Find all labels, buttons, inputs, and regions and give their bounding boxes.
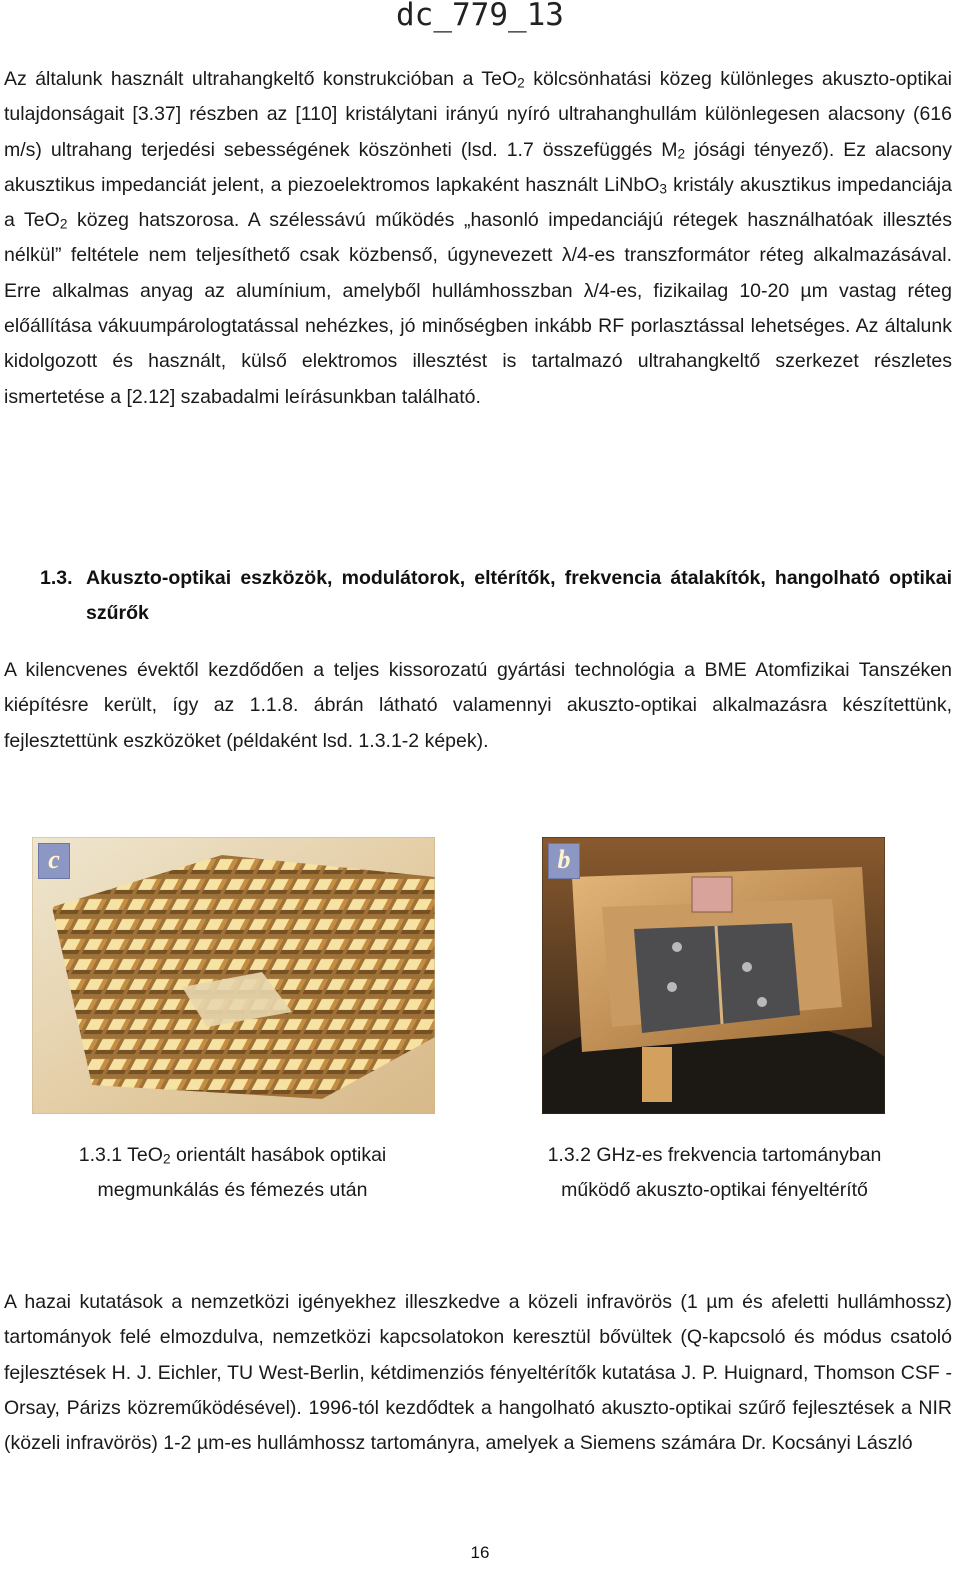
deflector-illustration [542, 837, 885, 1114]
section-heading [40, 561, 952, 631]
prism-array-illustration [32, 837, 435, 1114]
figure-badge-c: c [38, 843, 70, 879]
figure-teo2-prisms-photo [32, 837, 435, 1114]
document-id-header: dc_779_13 [396, 0, 564, 33]
section-title: Akuszto-optikai eszközök, modulátorok, eltérítők, frekvencia átalakítók, hangolható optikai szűrők [86, 567, 952, 624]
figure-badge-b: b [548, 843, 580, 879]
body-paragraph-3: A hazai kutatások a nemzetközi igényekhez illeszkedve a közeli infravörös (1 µm és afeletti hullámhossz) tartományok felé elmozdulva, nemzetközi kapcsolatokon keresztül bővültek (Q-kapcsoló és módus csatoló fejlesztések H. J. Eichler, TU West-Berlin, kétdimenziós fényeltérítők kutatása J. P. Huignard, Thomson CSF - Orsay, Párizs közreműködésével). 1996-tól kezdődtek a hangolható akuszto-optikai szűrő fejlesztések a NIR (közeli infravörös) 1-2 µm-es hullámhossz tartományra, amelyek a Siemens számára Dr. Kocsányi László [4, 1291, 952, 1455]
figure-caption-2: 1.3.2 GHz-es frekvencia tartományban működő akuszto-optikai fényeltérítő [547, 1144, 882, 1201]
page-number: 16 [470, 1543, 490, 1562]
body-paragraph-1: Az általunk használt ultrahangkeltő konstrukcióban a TeO$_2$ kölcsönhatási közeg különleges akuszto-optikai tulajdonságait [3.37] részben az [110] kristálytani irányú nyíró ultrahanghullám különlegesen alacsony (616 m/s) ultrahang terjedési sebességének köszönheti (lsd. 1.7 összefüggés $M_2$ jósági tényező). Ez alacsony akusztikus impedanciát jelent, a piezoelektromos lapkaként használt LiNbO$_3$ kristály akusztikus impedanciája a TeO$_2$ közeg hatszorosa. A szélessávú működés „hasonló impedanciájú rétegek használhatóak illesztés nélkül” feltétele nem teljesíthető csak közbenső, úgynevezett λ/4-es transzformátor réteg alkalmazásával. Erre alkalmas anyag az alumínium, amelyből hullámhosszban λ/4-es, fizikailag 10-20 µm vastag réteg előállítása vákuumpárologtatással nehézkes, jó minőségben inkább RF porlasztással lehetséges. Az általunk kidolgozott és használt, külső elektromos illesztést is tartalmazó ultrahangkeltő szerkezet részletes ismertetése a [2.12] szabadalmi leírásunkban található. [4, 68, 952, 408]
section-number: 1.3. [40, 567, 73, 589]
body-paragraph-2: A kilencvenes évektől kezdődően a teljes kissorozatú gyártási technológia a BME Atomfizikai Tanszéken kiépítésre került, így az 1.1.8. ábrán látható valamennyi akuszto-optikai alkalmazásra készítettünk, fejlesztettünk eszközöket (példaként lsd. 1.3.1-2 képek). [4, 659, 952, 752]
figure-caption-1: 1.3.1 TeO$_2$ orientált hasábok optikai megmunkálás és fémezés után [78, 1144, 387, 1201]
figure-deflector-photo [542, 837, 885, 1114]
